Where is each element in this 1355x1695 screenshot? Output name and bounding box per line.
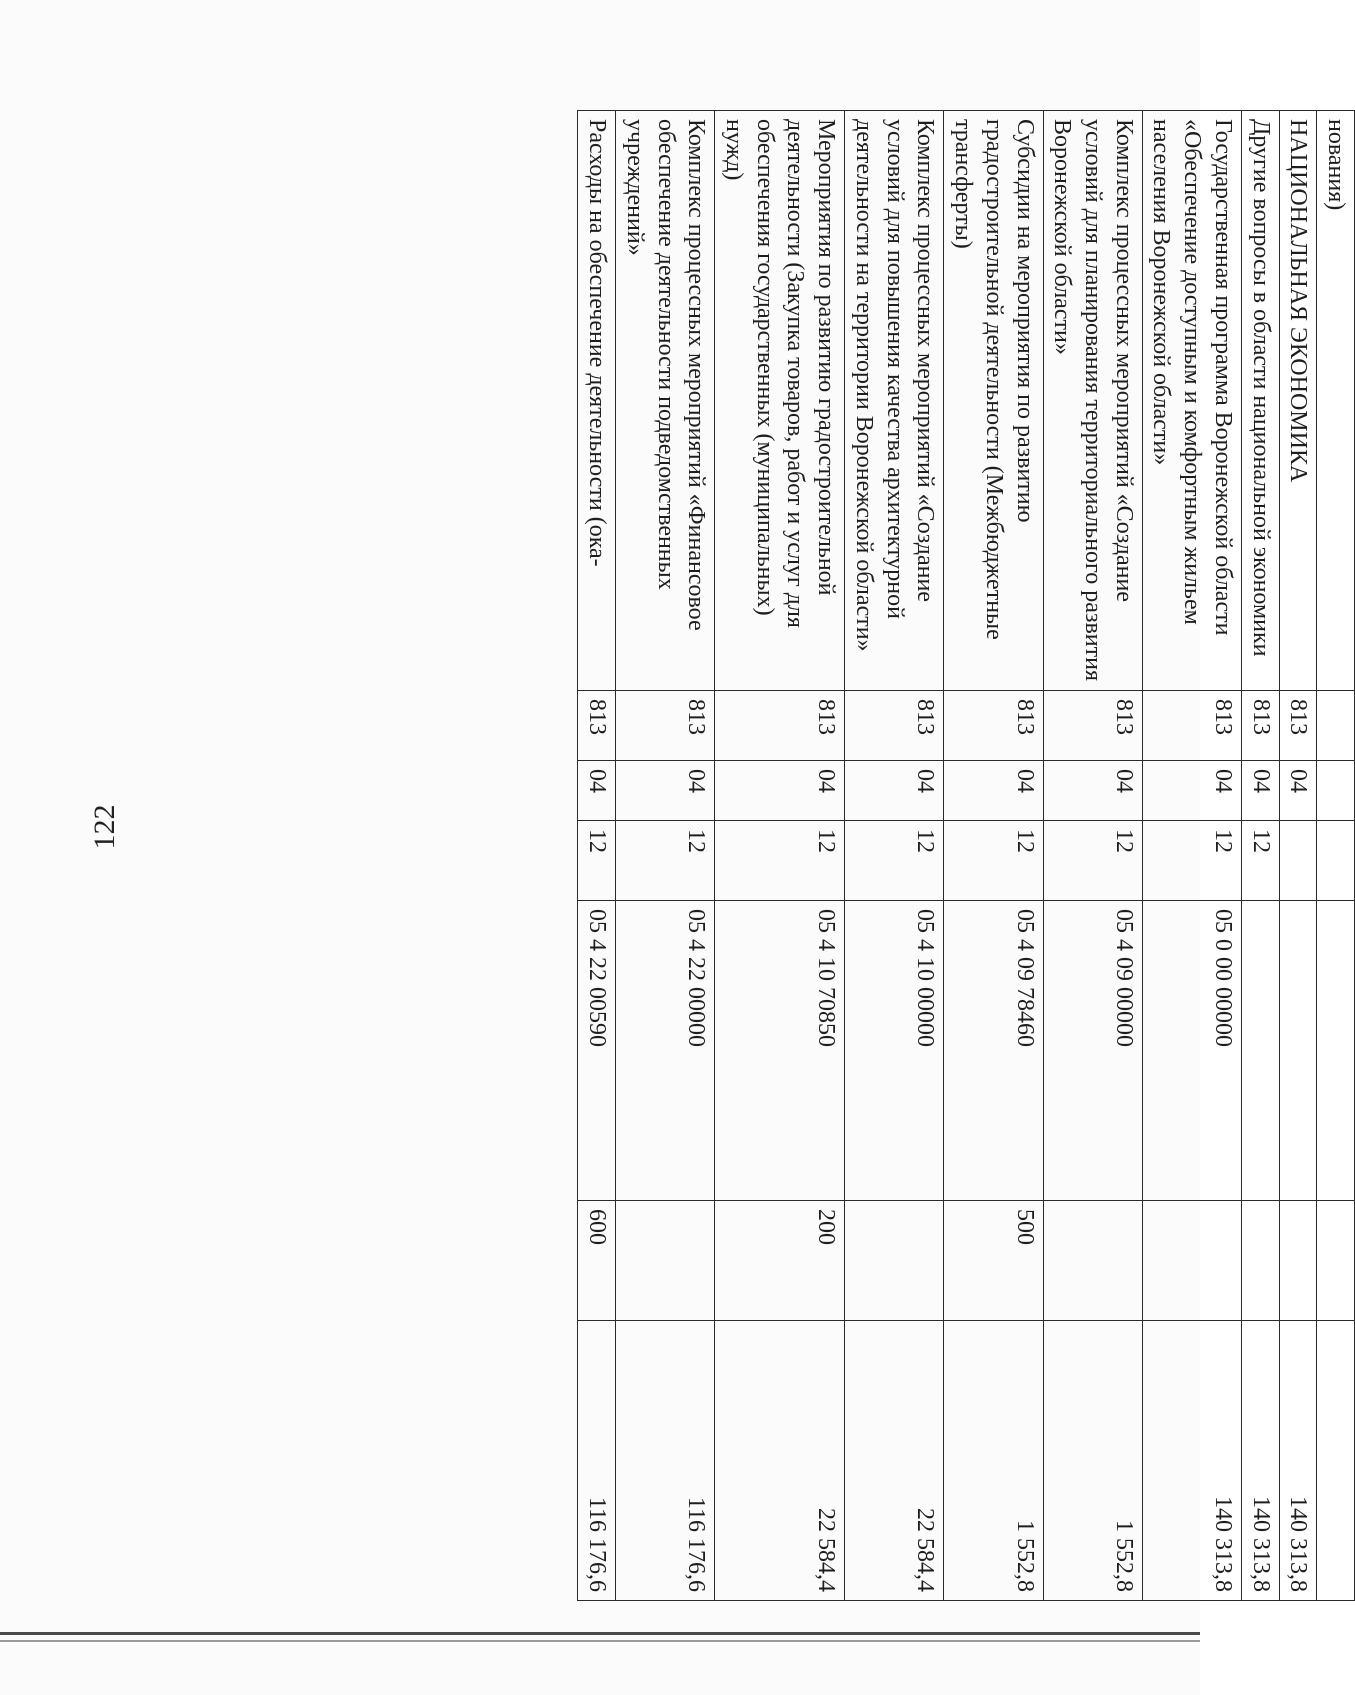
cell-subsection: 12 [845, 821, 944, 901]
cell-expense-type [1279, 1201, 1317, 1321]
cell-section [1317, 761, 1355, 821]
cell-section: 04 [1142, 761, 1241, 821]
cell-expense-type [616, 1201, 715, 1321]
cell-subsection: 12 [1142, 821, 1241, 901]
cell-subsection: 12 [616, 821, 715, 901]
cell-ministry-code: 813 [1279, 691, 1317, 761]
table-row [1279, 111, 1317, 1601]
cell-section: 04 [1241, 761, 1279, 821]
page-number: 122 [88, 804, 121, 850]
cell-ministry-code: 813 [944, 691, 1043, 761]
cell-section: 04 [845, 761, 944, 821]
cell-amount: 22 584,4 [715, 1321, 845, 1601]
cell-section: 04 [616, 761, 715, 821]
cell-subsection: 12 [1043, 821, 1142, 901]
table-body [578, 111, 1355, 1601]
cell-subsection: 12 [715, 821, 845, 901]
table-row [578, 111, 616, 1601]
cell-target-article [1279, 901, 1317, 1201]
cell-ministry-code: 813 [1241, 691, 1279, 761]
cell-amount: 116 176,6 [578, 1321, 616, 1601]
cell-expense-type: 500 [944, 1201, 1043, 1321]
table-row [616, 111, 715, 1601]
table-row [845, 111, 944, 1601]
cell-target-article: 05 4 10 00000 [845, 901, 944, 1201]
table-row [1241, 111, 1279, 1601]
cell-section: 04 [1043, 761, 1142, 821]
cell-amount: 1 552,8 [944, 1321, 1043, 1601]
cell-ministry-code: 813 [845, 691, 944, 761]
cell-amount: 1 552,8 [1043, 1321, 1142, 1601]
cell-target-article: 05 4 09 78460 [944, 901, 1043, 1201]
table-row [1142, 111, 1241, 1601]
budget-table [577, 110, 1355, 1601]
cell-expense-type: 600 [578, 1201, 616, 1321]
cell-subsection [1279, 821, 1317, 901]
cell-section: 04 [715, 761, 845, 821]
cell-name: Расходы на обеспечение деятельности (ока- [578, 111, 616, 691]
cell-amount: 140 313,8 [1279, 1321, 1317, 1601]
cell-target-article: 05 4 22 00590 [578, 901, 616, 1201]
cell-ministry-code: 813 [578, 691, 616, 761]
cell-name: Субсидии на мероприятия по развитию градостроительной деятельности (Межбюджетные трансферты) [944, 111, 1043, 691]
cell-amount: 22 584,4 [845, 1321, 944, 1601]
cell-expense-type [1142, 1201, 1241, 1321]
cell-expense-type [1317, 1201, 1355, 1321]
cell-ministry-code: 813 [1043, 691, 1142, 761]
table-row [1043, 111, 1142, 1601]
cell-name: Комплекс процессных мероприятий «Финансовое обеспечение деятельности подведомственных учреждений» [616, 111, 715, 691]
cell-amount: 140 313,8 [1142, 1321, 1241, 1601]
cell-target-article [1317, 901, 1355, 1201]
cell-target-article: 05 4 22 00000 [616, 901, 715, 1201]
cell-target-article: 05 0 00 00000 [1142, 901, 1241, 1201]
cell-name: Государственная программа Воронежской области «Обеспечение доступным и комфортным жильем населения Воронежской области» [1142, 111, 1241, 691]
cell-expense-type [845, 1201, 944, 1321]
cell-expense-type [1241, 1201, 1279, 1321]
cell-amount [1317, 1321, 1355, 1601]
scan-edge-line [0, 1632, 1200, 1635]
cell-name: Комплекс процессных мероприятий «Создание условий для повышения качества архитектурной деятельности на территории Воронежской области» [845, 111, 944, 691]
cell-subsection: 12 [1241, 821, 1279, 901]
cell-ministry-code: 813 [616, 691, 715, 761]
cell-target-article [1241, 901, 1279, 1201]
cell-amount: 140 313,8 [1241, 1321, 1279, 1601]
cell-ministry-code: 813 [715, 691, 845, 761]
cell-amount: 116 176,6 [616, 1321, 715, 1601]
cell-name: Мероприятия по развитию градостроительной деятельности (Закупка товаров, работ и услуг для обеспечения государственных (муниципальных) нужд) [715, 111, 845, 691]
table-row [944, 111, 1043, 1601]
table-row [715, 111, 845, 1601]
cell-name: нования) [1317, 111, 1355, 691]
budget-table-rotated [205, 110, 1355, 1600]
cell-section: 04 [944, 761, 1043, 821]
cell-ministry-code [1317, 691, 1355, 761]
cell-section: 04 [1279, 761, 1317, 821]
cell-target-article: 05 4 09 00000 [1043, 901, 1142, 1201]
cell-expense-type [1043, 1201, 1142, 1321]
cell-expense-type: 200 [715, 1201, 845, 1321]
cell-subsection: 12 [944, 821, 1043, 901]
table-row [1317, 111, 1355, 1601]
cell-name: Другие вопросы в области национальной экономики [1241, 111, 1279, 691]
cell-subsection [1317, 821, 1355, 901]
cell-ministry-code: 813 [1142, 691, 1241, 761]
scan-edge-line-secondary [0, 1640, 1200, 1642]
cell-target-article: 05 4 10 70850 [715, 901, 845, 1201]
cell-section: 04 [578, 761, 616, 821]
cell-name: Комплекс процессных мероприятий «Создание условий для планирования территориального развития Воронежской области» [1043, 111, 1142, 691]
cell-name: НАЦИОНАЛЬНАЯ ЭКОНОМИКА [1279, 111, 1317, 691]
cell-subsection: 12 [578, 821, 616, 901]
